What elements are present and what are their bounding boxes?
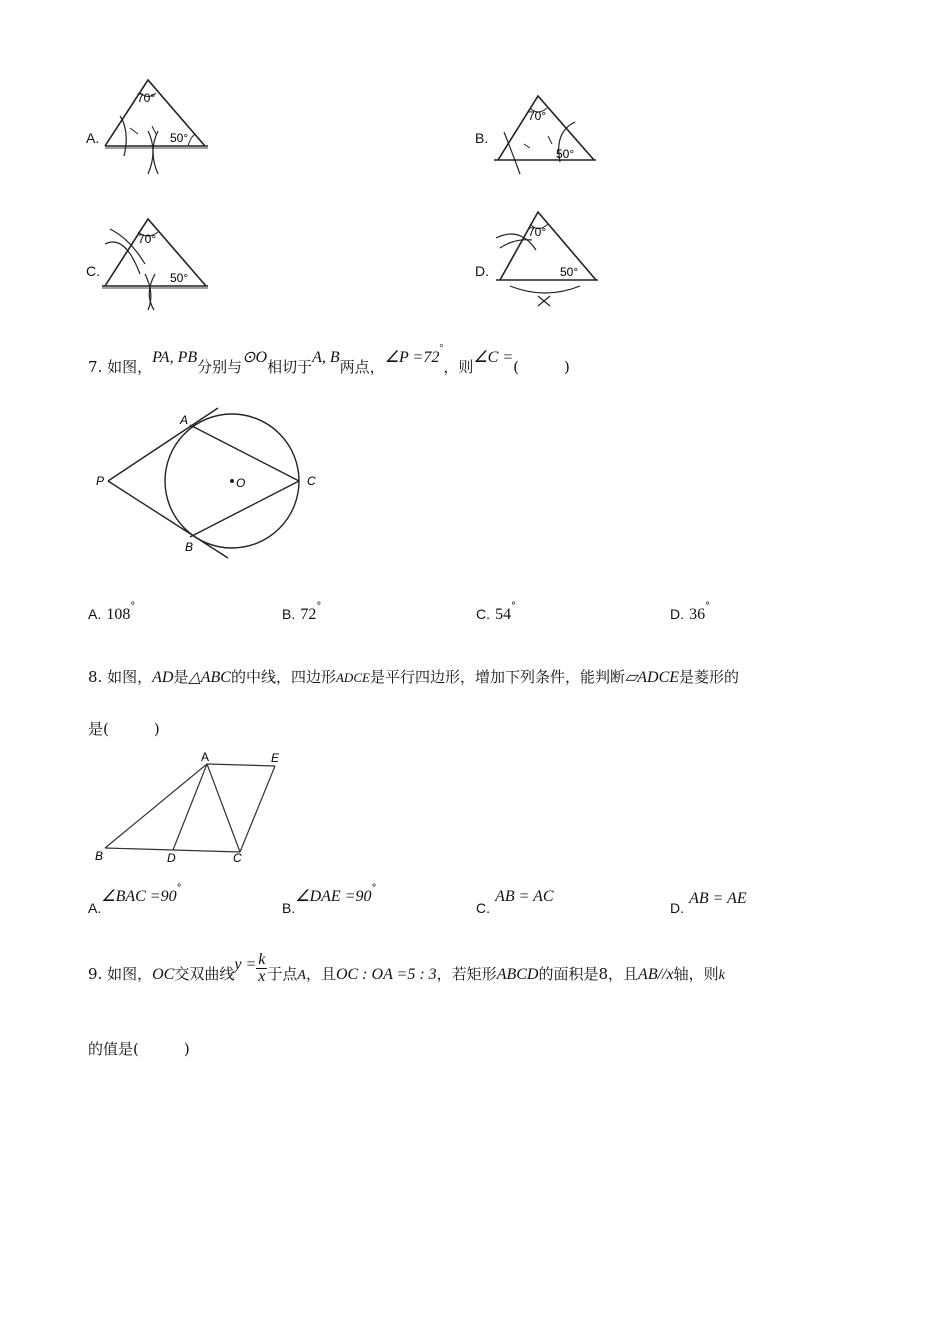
q6-b-angle-top: 70°: [528, 109, 547, 123]
q6-d-angle-right: 50°: [560, 265, 579, 279]
q7-circle-o: ⊙O: [242, 349, 268, 366]
q9-stem-line1: 9. 如图，OC交双曲线y = $\frac{k}{x}$ 于点A，且OC : OA =5 : 3，若矩形ABCD的面积是8，且AB//x轴，则k: [88, 951, 725, 985]
q8-option-a[interactable]: A.∠BAC =90°: [88, 883, 182, 916]
q6-b-angle-right: 50°: [556, 147, 575, 161]
q8-option-d[interactable]: D. AB = AE: [670, 890, 747, 916]
q7-fig-label-o: O: [236, 476, 246, 490]
q8-option-b[interactable]: B.∠DAE =90°: [282, 883, 377, 916]
q6-c-angle-right: 50°: [170, 271, 189, 285]
q8-stem-line1: 8. 如图，AD是△ABC的中线，四边形ADCE是平行四边形，增加下列条件，能判断▱ADCE是菱形的: [88, 668, 740, 686]
q7-figure: [90, 405, 330, 565]
q9-y-eq: y =: [234, 956, 257, 973]
q7-number: 7. 如图，: [88, 358, 153, 376]
q6-option-b-label[interactable]: B.: [475, 130, 489, 146]
q6-d-angle-top: 70°: [528, 225, 547, 239]
q7-option-d[interactable]: D. 36°: [670, 601, 711, 623]
q6-a-angle-right: 50°: [170, 131, 189, 145]
q7-angle-p: ∠P =72: [384, 349, 440, 366]
q7-degree: °: [439, 343, 444, 354]
q9-ratio: OC : OA =5 : 3: [335, 966, 437, 983]
q8-fig-label-a: A: [201, 750, 210, 764]
q7-t3: 两点，: [339, 358, 385, 376]
q8-ad: AD: [152, 669, 174, 686]
q9-ab-x: AB//x: [638, 966, 674, 983]
q9-oc: OC: [152, 966, 175, 983]
q8-stem-line2: 是( ): [88, 720, 160, 738]
q6-c-angle-top: 70°: [138, 232, 157, 246]
q6-a-angle-top: 70°: [137, 91, 156, 105]
q9-stem-line2: 的值是( ): [88, 1040, 190, 1058]
q8-fig-label-c: C: [233, 851, 242, 865]
q7-t2: 相切于: [267, 358, 313, 376]
q8-figure: [95, 750, 295, 865]
q7-ab: A, B: [312, 349, 340, 366]
q7-fig-label-c: C: [307, 474, 316, 488]
q6-option-d-label[interactable]: D.: [475, 263, 489, 279]
q7-fig-label-a: A: [180, 413, 189, 427]
q6-option-a-label[interactable]: A.: [86, 130, 100, 146]
q7-paren: ( ): [513, 358, 570, 376]
q8-fig-label-b: B: [95, 849, 104, 863]
q8-para-adce: ▱ADCE: [624, 669, 680, 686]
q7-pa-pb: PA, PB: [152, 349, 198, 366]
q7-angle-c: ∠C =: [473, 349, 514, 366]
q6-figure-a: [100, 76, 220, 176]
q7-option-b[interactable]: B. 72°: [282, 601, 322, 623]
q6-option-c-label[interactable]: C.: [86, 263, 100, 279]
q8-adce: ADCE: [335, 670, 370, 685]
q7-stem: [88, 343, 570, 382]
q6-figure-d: [490, 208, 610, 313]
q8-option-c[interactable]: C. AB = AC: [476, 888, 554, 916]
q7-fig-label-p: P: [96, 474, 105, 488]
q9-abcd: ABCD: [496, 966, 539, 983]
q6-figure-b: [490, 92, 610, 182]
q8-tri-abc: △ABC: [188, 669, 231, 686]
q7-option-a[interactable]: A. 108°: [88, 601, 136, 623]
q7-fig-label-b: B: [185, 540, 194, 554]
q6-figure-c: [100, 214, 220, 314]
q7-t1: 分别与: [197, 358, 243, 376]
q7-option-c[interactable]: C. 54°: [476, 601, 517, 623]
q7-t4: ，则: [443, 358, 474, 376]
q8-fig-label-e: E: [271, 751, 280, 765]
q9-fraction: $\frac{k}{x}$: [258, 951, 266, 985]
q8-fig-label-d: D: [167, 851, 176, 865]
